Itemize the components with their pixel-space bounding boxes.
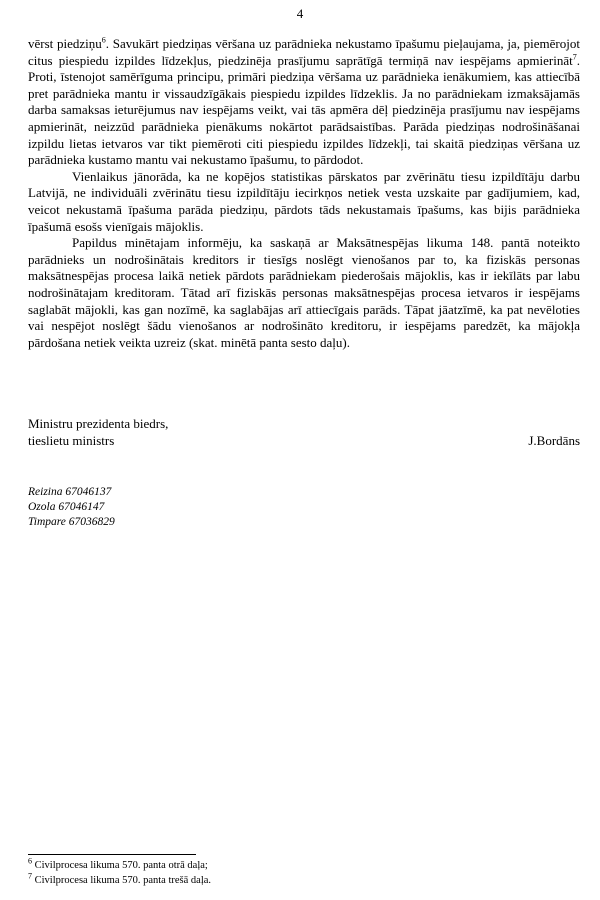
footnote-text: Civilprocesa likuma 570. panta trešā daļa.	[32, 875, 212, 886]
footnote-ref-7: 7	[572, 52, 577, 62]
contact-list	[28, 485, 115, 530]
paragraph-1-text-1: vērst piedziņu	[28, 36, 102, 51]
page-number: 4	[296, 6, 304, 21]
footnote-divider	[28, 854, 196, 855]
footnote-7	[28, 873, 211, 888]
footnotes	[28, 858, 211, 888]
paragraph-3	[28, 235, 580, 351]
paragraph-1	[28, 36, 580, 169]
signature-block	[28, 416, 580, 449]
paragraph-2-text: Vienlaikus jānorāda, ka ne kopējos statistikas pārskatos par zvērinātu tiesu izpildītāju darbu Latvijā, ne individuāli zvērinātu tiesu izpildītāju iecirkņos netiek vesta uzskaite par gadījumiem, kad, veicot nekustamā īpašuma parāda piedziņu, pārdots tāds nekustamais īpašums, kas bijis parādnieka īpašumā esošs vienīgais mājoklis.	[28, 168, 580, 234]
contact-item: Ozola 67046147	[28, 501, 105, 513]
signatory-title-line-1: Ministru prezidenta biedrs,	[28, 416, 169, 431]
footnote-text: Civilprocesa likuma 570. panta otrā daļa;	[32, 860, 208, 871]
contact-item: Timpare 67036829	[28, 516, 115, 528]
signature-row	[28, 433, 580, 450]
paragraph-1-text-2: . Savukārt piedziņas vēršana uz parādnieka nekustamo īpašumu pieļaujama, ja, piemērojot citus piespiedu izpildes līdzekļus, piedzinēja prasījumu saprātīgā termiņā nav iespējams apmierināt	[28, 36, 580, 68]
body-text	[28, 36, 580, 351]
paragraph-3-text: Papildus minētajam informēju, ka saskaņā ar Maksātnespējas likuma 148. pantā noteikto parādnieks un nodrošinātais kreditors ir tiesīgs noslēgt vienošanos par to, ka fiziskās personas maksātnespējas procesa laikā netiek pārdots parādniekam piederošais mājoklis, kas ir iekīlāts par labu nodrošinātajam kreditoram. Tātad arī fiziskās personas maksātnespējas procesa ietvaros ir iespējams saglabāt mājokli, kas gan nozīmē, ka saglabājas arī attiecīgais parāds. Tāpat jāatzīmē, ka pat nevēloties vai nespējot noslēgt šādu vienošanos ar nodrošināto kreditoru, ir iespējams paredzēt, ka mājokļa pārdošana netiek veikta uzreiz (skat. minētā panta sesto daļu).	[28, 235, 580, 350]
footnote-marker: 7	[28, 871, 32, 881]
paragraph-1-text-3: . Proti, īstenojot samērīguma principu, primāri piedziņa vēršama uz parādnieka ienākumiem, kas attiecībā pret parādnieka mantu ir vissaudzīgākais piespiedu izpildes līdzeklis. Ja no parādniekam izmaksājamās darba samaksas ieturējumus nav iespējams veikt, vai tās apmēra dēļ piedzinēja prasījumu nav iespējams apmierināt, neizzūd parādnieka pienākums nokārtot parādsaistības. Parāda piedziņas nodrošināšanai izpildu lietas ietvaros var tikt piemēroti citi piespiedu izpildes līdzekļi, tai skaitā piedziņas vēršana uz parādnieka kustamo mantu vai nekustamo īpašumu, to pārdodot.	[28, 52, 580, 168]
footnote-ref-6: 6	[101, 35, 106, 45]
signatory-name: J.Bordāns	[528, 432, 580, 448]
footnote-6	[28, 858, 211, 873]
paragraph-2	[28, 169, 580, 235]
signatory-title-line-2: tieslietu ministrs	[28, 432, 115, 448]
footnote-marker: 6	[28, 856, 32, 866]
contact-item: Reizina 67046137	[28, 486, 112, 498]
